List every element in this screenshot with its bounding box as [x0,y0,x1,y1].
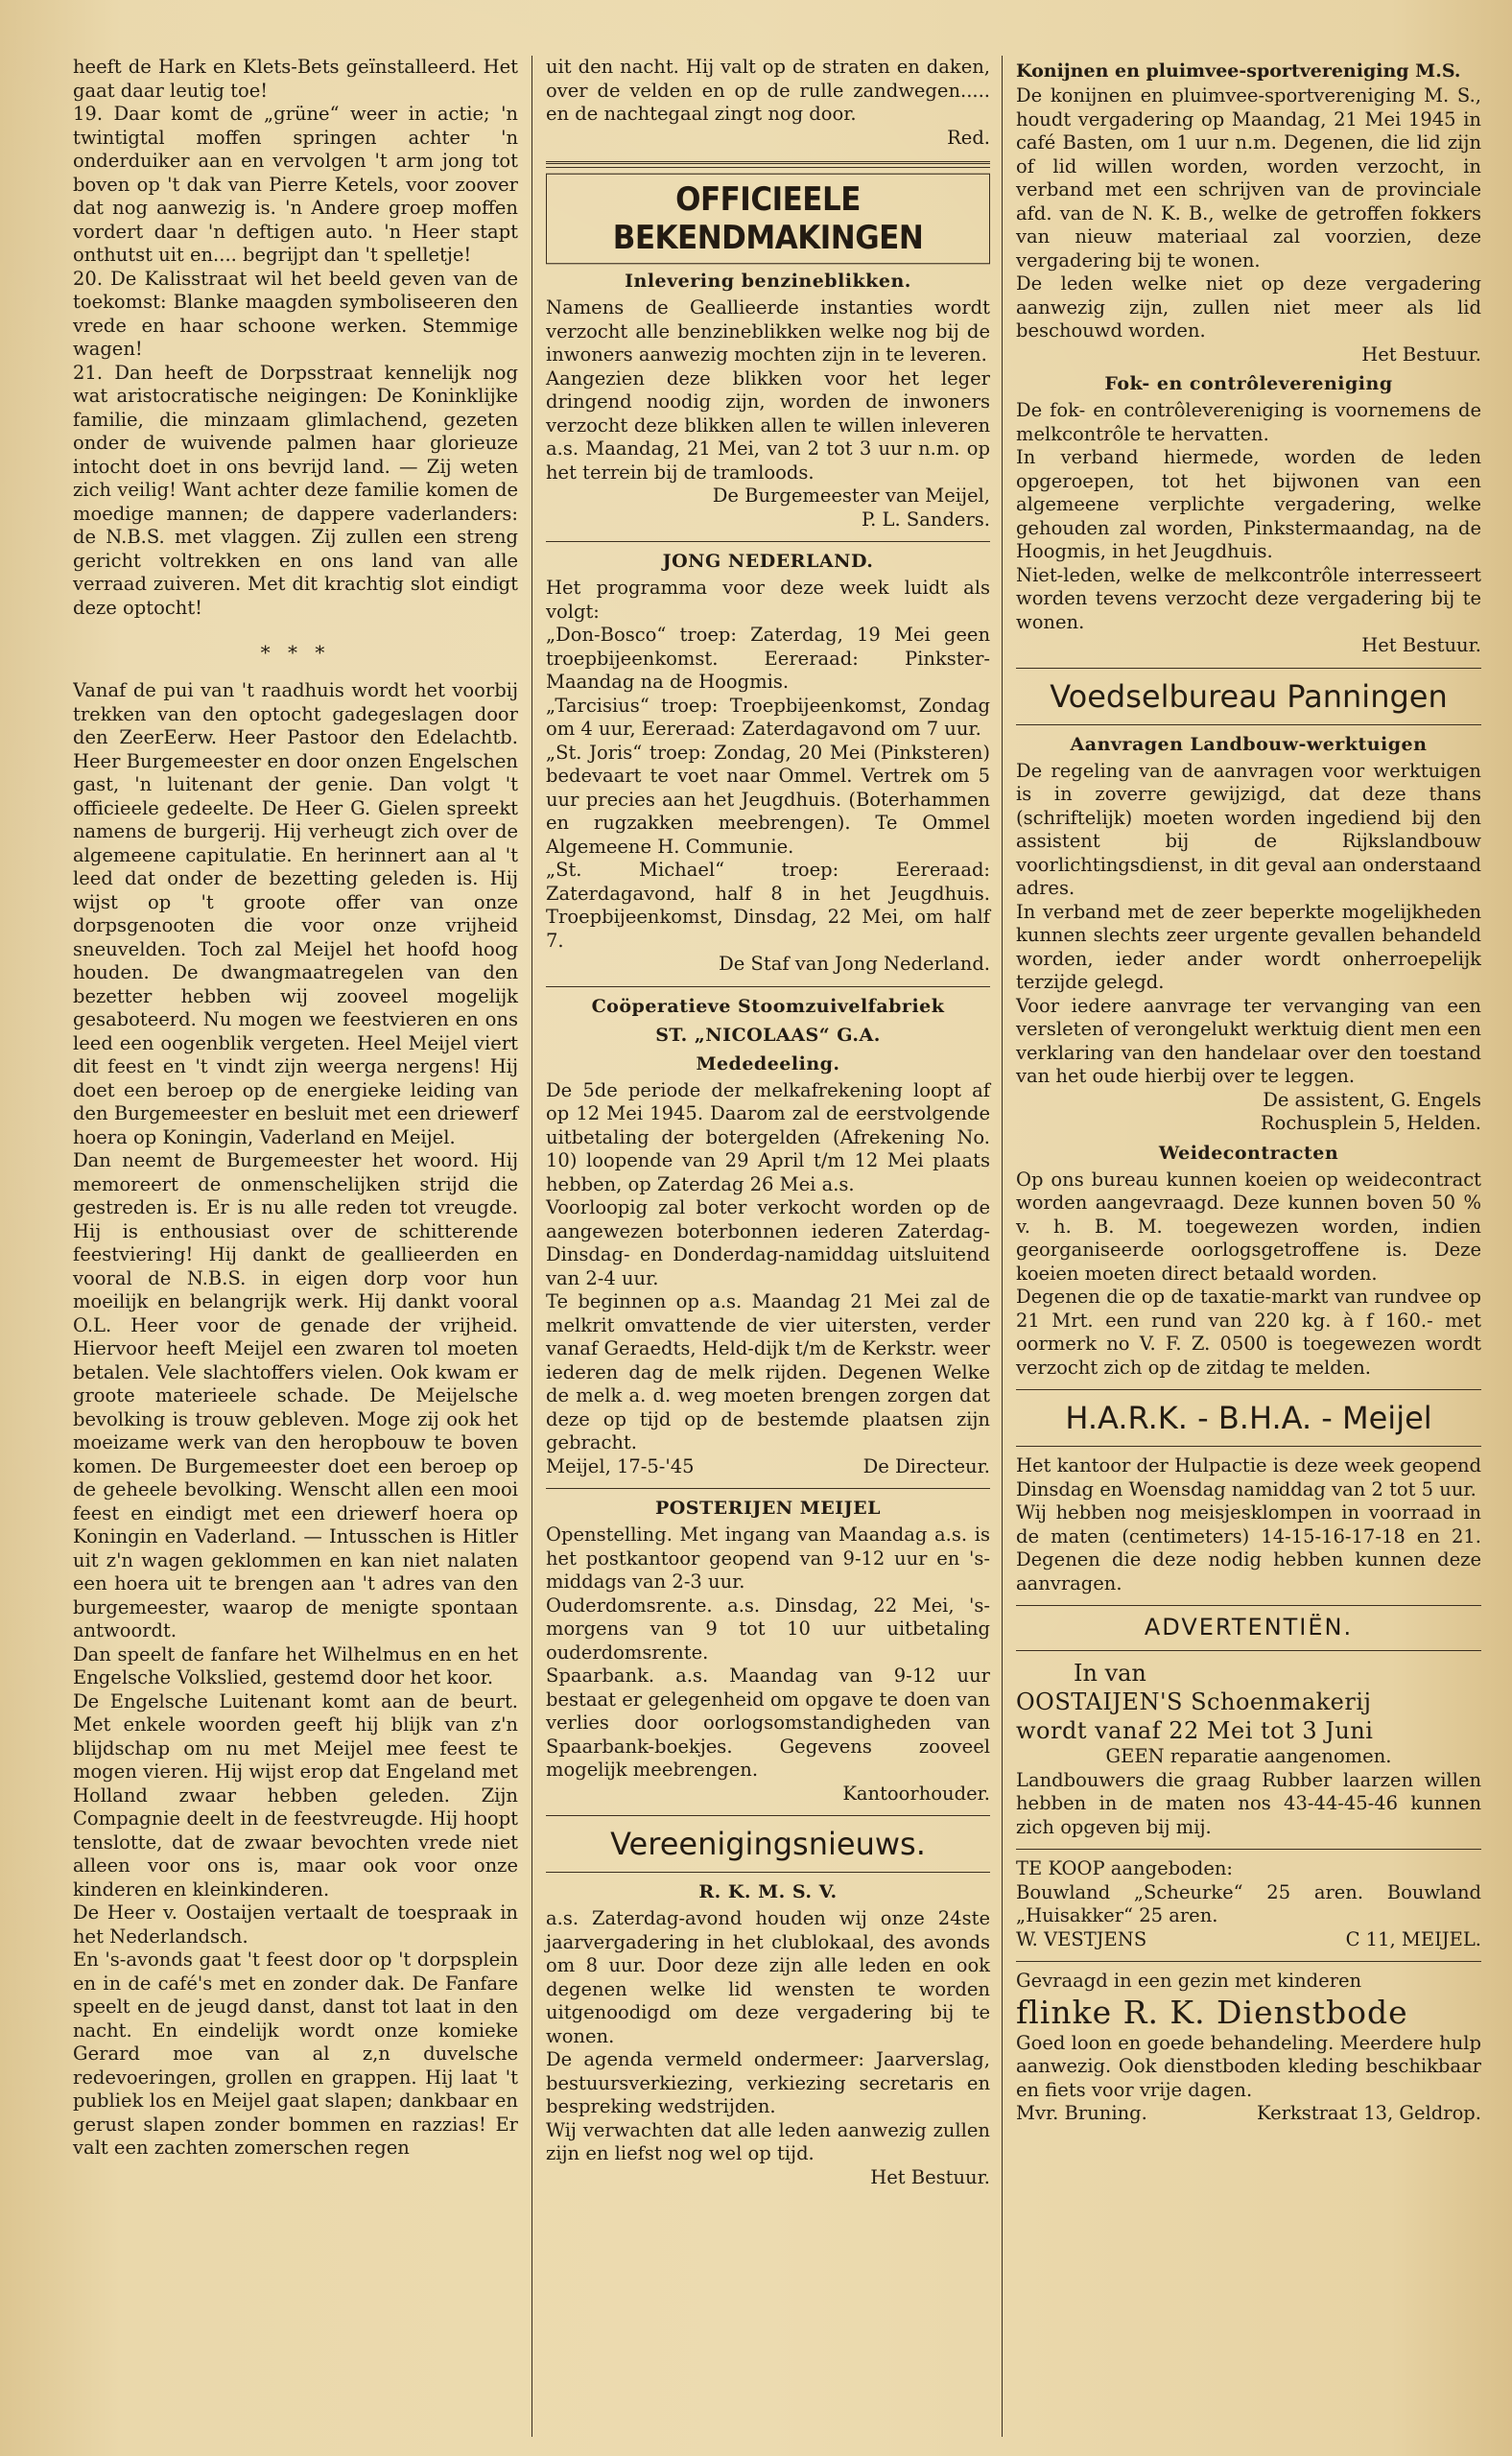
signature: De assistent, G. Engels [1263,1088,1481,1111]
article-paragraph: En 's-avonds gaat 't feest door op 't dorpsplein en in de café's met en zonder dak. De Fanfare speelt en de jeugd danst, danst tot laat in den nacht. En eindelijk wordt onze komieke Gerard moe van al z,n duvelsche redevoeringen, grollen en grappen. Hij laat 't publiek los en Meijel gaat slapen; dankbaar en gerust slapen zonder bommen en razzias! Er valt een zachten zomerschen regen [73,1948,518,2159]
signature: Het Bestuur. [870,2165,990,2188]
notice-paragraph: Voor iedere aanvrage ter vervanging van een versleten of verongelukt werktuig dient men een verklaring van den handelaar over den toestand van het oude hierbij over te leggen. [1016,994,1481,1087]
ad-line: TE KOOP aangeboden: [1016,1857,1233,1879]
notice-paragraph: Openstelling. Met ingang van Maandag a.s. is het postkantoor geopend van 9-12 uur en 's-middags van 2-3 uur. [546,1523,990,1593]
divider [546,541,990,542]
signature: Red. [947,126,990,149]
notice-paragraph: Wij verwachten dat alle leden aanwezig zullen zijn en liefst nog wel op tijd. [546,2118,990,2164]
notice-title: Aanvragen Landbouw-werktuigen [1070,733,1428,755]
notice-paragraph: „St. Michael“ troep: Eereraad: Zaterdagavond, half 8 in het Jeugdhuis. Troepbijeenkomst, Dinsdag, 22 Mei, om half 7. [546,859,990,952]
article-paragraph: heeft de Hark en Klets-Bets geïnstalleerd. Het gaat daar leutig toe! [73,56,518,102]
notice-paragraph: De leden welke niet op deze vergadering aanwezig zijn, zullen niet meer als lid beschouwd worden. [1016,272,1481,342]
article-paragraph: Dan neemt de Burgemeester het woord. Hij memoreert de onmenschelijken strijd die gestreden is. Er is nu alle reden tot vreugde. Hij is enthousiast over de schitterende feestviering! Hij dankt de geallieerden en vooral de N.B.S. in eigen dorp voor hun moeilijk en belangrijk werk. Hij dankt vooral O.L. Heer voor de genade der vrijheid. Hiervoor heeft Meijel een zwaren tol moeten betalen. Vele slachtoffers vielen. Ook kwam er groote materieele schade. De Meijelsche bevolking is trouw gebleven. Moge zij ook het moeizame werk van den heropbouw te boven komen. De Burgemeester doet een beroep op de geheele bevolking. Wenscht allen een mooi feest en eindigt met een driewerf hoera op Koningin en Vaderland. — Intusschen is Hitler uit z'n wagen geklommen en kan niet nalaten een hoera uit te brengen aan 't adres van den burgemeester, waarop de menigte spontaan antwoordt. [73,1149,518,1641]
notice-title: Coöperatieve Stoomzuivelfabriek [591,995,945,1017]
notice-paragraph: De konijnen en pluimvee-sportvereniging M. S., houdt vergadering op Maandag, 21 Mei 1945 in café Basten, om 1 uur n.m. Degenen, die lid zijn of lid willen worden, worden verzocht, in verband met een schrijven van de provinciale afd. van de N. K. B., welke de getroffen fokkers van nieuw materiaal zal voorzien, deze vergadering bij te wonen. [1016,84,1481,272]
divider [1016,724,1481,725]
ad-paragraph: Goed loon en goede behandeling. Meerdere hulp aanwezig. Ook dienstboden kleding beschikbaar en fiets voor vrije dagen. [1016,2031,1481,2101]
signature: Het Bestuur. [1361,342,1481,366]
article-paragraph: 20. De Kalisstraat wil het beeld geven van de toekomst: Blanke maagden symboliseeren den vrede en haar schoone werken. Stemmige wagen! [73,267,518,360]
ad-paragraph: Landbouwers die graag Rubber laarzen willen hebben in de maten nos 43-44-45-46 kunnen zich opgeven bij mij. [1016,1768,1481,1838]
article-paragraph: uit den nacht. Hij valt op de straten en daken, over de velden en op de rulle zandwegen..... en de nachtegaal zingt nog door. [546,56,990,125]
notice-paragraph: In verband hiermede, worden de leden opgeroepen, tot het bijwonen van een algemeene verplichte vergadering, welke gehouden zal worden, Pinkstermaandag, na de Hoogmis, in het Jeugdhuis. [1016,446,1481,562]
ad-line: GEEN reparatie aangenomen. [1105,1745,1392,1767]
notice-paragraph: Ouderdomsrente. a.s. Dinsdag, 22 Mei, 's-morgens van 9 tot 10 uur uitbetaling ouderdomsrente. [546,1594,990,1664]
signature: De Burgemeester van Meijel, [712,484,990,507]
notice-title: R. K. M. S. V. [698,1881,838,1902]
ad-contact [1016,2102,1481,2126]
notice-paragraph: Voorloopig zal boter verkocht worden op de aangewezen boterbonnen iederen Zaterdag- Dinsdag- en Donderdag-namiddag uitsluitend van 2-4 uur. [546,1196,990,1289]
section-banner-official: OFFICIEELE BEKENDMAKINGEN [546,174,990,265]
ad-headline: flinke R. K. Dienstbode [1016,1993,1408,2031]
notice-title: Fok- en contrôlevereniging [1104,373,1393,394]
divider [1016,668,1481,669]
place-and-signature [546,1455,990,1479]
notice-paragraph: „Don-Bosco“ troep: Zaterdag, 19 Mei geen troepbijeenkomst. Eereraad: Pinkster-Maandag na de Hoogmis. [546,624,990,693]
notice-title: POSTERIJEN MEIJEL [654,1498,882,1519]
notice-paragraph: De agenda vermeld ondermeer: Jaarverslag, bestuursverkiezing, verkiezing secretaris en bespreking wedstrijden. [546,2048,990,2117]
divider [1016,1650,1481,1651]
place-date: Meijel, 17-5-'45 [546,1454,695,1477]
section-separator: * * * [260,641,331,664]
signature: P. L. Sanders. [861,508,990,531]
notice-paragraph: De regeling van de aanvragen voor werktuigen is in zoverre gewijzigd, dat deze thans (schriftelijk) moeten worden ingediend bij den assistent bij de Rijkslandbouw voorlichtingsdienst, in dit geval aan onderstaand adres. [1016,759,1481,899]
divider [546,986,990,987]
notice-title: Konijnen en pluimvee-sportvereniging M.S. [1016,60,1461,82]
article-paragraph: De Engelsche Luitenant komt aan de beurt. Met enkele woorden geeft hij blijk van z'n blijdschap om nu met Meijel mee feest te mogen vieren. Hij wijst erop dat Engeland met Holland zwaar hebben geleden. Zijn Compagnie deelt in de feestvreugde. Hij hoopt tenslotte, dat de zwaar bevochten vrede niet alleen voor ons is, maar ook voor onze kinderen en kleinkinderen. [73,1689,518,1901]
notice-subtitle: Mededeeling. [696,1052,840,1074]
notice-paragraph: Op ons bureau kunnen koeien op weidecontract worden aangevraagd. Deze kunnen boven 50 % v. h. B. M. toegewezen worden, indien georganiseerde oorlogsgetroffene is. Deze koeien moeten direct betaald worden. [1016,1168,1481,1285]
divider [546,1815,990,1816]
column-1 [73,56,532,2437]
signature: Het Bestuur. [1361,634,1481,656]
divider [546,161,990,168]
notice-paragraph: Spaarbank. a.s. Maandag van 9-12 uur bestaat er gelegenheid om opgave te doen van verlies door oorlogsomstandigheden van Spaarbank-boekjes. Gegevens zooveel mogelijk meebrengen. [546,1665,990,1781]
notice-paragraph: „St. Joris“ troep: Zondag, 20 Mei (Pinksteren) bedevaart te voet naar Ommel. Vertrek om 5 uur precies aan het Jeugdhuis. (Boterhammen en rugzakken meebrengen). Te Ommel Algemeene H. Communie. [546,741,990,858]
ad-line: Gevraagd in een gezin met kinderen [1016,1970,1362,1992]
article-paragraph: 19. Daar komt de „grüne“ weer in actie; 'n twintigtal moffen springen achter 'n onderduiker aan en vervolgen 't arm jong tot boven op 't dak van Pierre Ketels, voor zoover dat nog aanwezig is. 'n Andere groep moffen vordert daar 'n deftigen auto. 'n Heer stapt onthutst uit en.... begrijpt dan 't spelletje! [73,103,518,266]
notice-paragraph: a.s. Zaterdag-avond houden wij onze 24ste jaarvergadering in het clublokaal, des avonds om 8 uur. Door deze zijn alle leden en ook degenen welke lid wensten te worden uitgenoodigd om deze vergadering bij te wonen. [546,1907,990,2047]
notice-title: Weidecontracten [1158,1142,1339,1164]
notice-paragraph: Degenen die op de taxatie-markt van rundvee op 21 Mrt. een rund van 220 kg. à f 160.- met oormerk no V. F. Z. 0500 is toegewezen wordt verzocht zich op de zitdag te melden. [1016,1286,1481,1379]
columns [73,56,1483,2437]
column-2 [532,56,1002,2437]
notice-paragraph: Aangezien deze blikken voor het leger dringend noodig zijn, worden de inwoners verzocht deze blikken allen te willen inleveren a.s. Maandag, 21 Mei, van 2 tot 3 uur n.m. op het terrein bij de tramloods. [546,366,990,484]
notice-title: Inlevering benzineblikken. [625,271,911,292]
section-banner-associations: Vereenigingsnieuws. [610,1826,926,1862]
ad-contact-address: Kerkstraat 13, Geldrop. [1257,2102,1481,2124]
notice-paragraph: Niet-leden, welke de melkcontrôle interresseert worden tevens verzocht deze vergadering bij te wonen. [1016,563,1481,633]
divider [1016,1849,1481,1850]
ad-contact-name: W. VESTJENS [1016,1927,1147,1950]
divider [1016,1446,1481,1447]
signature: Rochusplein 5, Helden. [1260,1112,1481,1134]
notice-title: JONG NEDERLAND. [662,551,874,572]
section-banner-hark: H.A.R.K. - B.H.A. - Meijel [1065,1400,1432,1436]
article-paragraph: 21. Dan heeft de Dorpsstraat kennelijk nog wat aristocratische neigingen: De Koninklijke familie, die minzaam glimlachend, gezeten onder de wuivende palmen haar glorieuze intocht doet in ons bevrijd land. — Zij weten zich veilig! Want achter deze familie komen de moedige mannen; de dappere vaderlanders: de N.B.S. met vlaggen. Zij zullen een streng gericht voltrekken en ons land van alle verraad zuiveren. Met dit krachtig slot eindigt deze optocht! [73,361,518,619]
article-paragraph: De Heer v. Oostaijen vertaalt de toespraak in het Nederlandsch. [73,1901,518,1948]
signature: Kantoorhouder. [842,1782,990,1805]
signature: De Directeur. [862,1454,990,1477]
ad-line: wordt vanaf 22 Mei tot 3 Juni [1016,1717,1374,1744]
divider [1016,1961,1481,1962]
advertisements-header: ADVERTENTIËN. [1144,1614,1354,1641]
divider [1016,1605,1481,1606]
ad-contact-name: Mvr. Bruning. [1016,2102,1147,2124]
ad-contact-address: C 11, MEIJEL. [1345,1927,1481,1950]
notice-paragraph: De fok- en contrôlevereniging is voornemens de melkcontrôle te hervatten. [1016,399,1481,445]
divider [1016,1389,1481,1390]
notice-paragraph: Te beginnen op a.s. Maandag 21 Mei zal de melkrit omvattende de vier uitersten, verder vanaf Geraedts, Held-dijk t/m de Kerkstr. weer iederen dag de melk rijden. Degenen Welke de melk a. d. weg moeten brengen zorgen dat deze op tijd op de bestemde plaatsen zijn gebracht. [546,1290,990,1453]
notice-paragraph: Het programma voor deze week luidt als volgt: [546,577,990,623]
notice-title: ST. „NICOLAAS“ G.A. [655,1024,881,1046]
notice-paragraph: In verband met de zeer beperkte mogelijkheden kunnen slechts zeer urgente gevallen behandeld worden, ieder ander wordt onherroepelijk terzijde gelegd. [1016,900,1481,993]
article-paragraph: Vanaf de pui van 't raadhuis wordt het voorbij trekken van den optocht gadegeslagen door den ZeerEerw. Heer Pastoor den Edelachtb. Heer Burgemeester en door onzen Engelschen gast, 'n luitenant der genie. Dan volgt 't officieele gedeelte. De Heer G. Gielen spreekt namens de burgerij. Hij verheugt zich over de algemeene capitulatie. En herinnert aan al 't leed dat onder de bezetting geleden is. Hij wijst op 't groote offer van onze dorpsgenooten die voor onze vrijheid sneuvelden. Toch zal Meijel het hoofd hoog houden. De dwangmaatregelen van den bezetter hebben wij zooveel mogelijk gesaboteerd. Nu mogen we feestvieren en ons leed een oogenblik vergeten. Heel Meijel viert dit feest en 't vindt zijn weerga nergens! Hij doet een beroep op de energieke leiding van den Burgemeester en besluit met een driewerf hoera op Koningin, Vaderland en Meijel. [73,679,518,1148]
section-banner-food-office: Voedselbureau Panningen [1050,677,1448,715]
ad-business-name: OOSTAIJEN'S Schoenmakerij [1016,1688,1372,1715]
notice-paragraph: Wij hebben nog meisjesklompen in voorraad in de maten (centimeters) 14-15-16-17-18 en 21. Degenen die deze nodig hebben kunnen deze aanvragen. [1016,1501,1481,1594]
ad-paragraph: Bouwland „Scheurke“ 25 aren. Bouwland „Huisakker“ 25 aren. [1016,1880,1481,1926]
ad-contact [1016,1928,1481,1952]
article-paragraph: Dan speelt de fanfare het Wilhelmus en en het Engelsche Volkslied, gestemd door het koor. [73,1642,518,1688]
column-3 [1002,56,1481,2437]
notice-paragraph: De 5de periode der melkafrekening loopt af op 12 Mei 1945. Daarom zal de eerstvolgende uitbetaling der botergelden (Afrekening No. 10) loopende van 29 April t/m 12 Mei plaats hebben, op Zaterdag 26 Mei a.s. [546,1078,990,1195]
ad-line: In van [1074,1660,1146,1687]
notice-paragraph: Namens de Geallieerde instanties wordt verzocht alle benzineblikken welke nog bij de inwoners aanwezig mochten zijn in te leveren. [546,296,990,366]
divider [546,1872,990,1873]
notice-paragraph: „Tarcisius“ troep: Troepbijeenkomst, Zondag om 4 uur, Eereraad: Zaterdagavond om 7 uur. [546,694,990,740]
notice-paragraph: Het kantoor der Hulpactie is deze week geopend Dinsdag en Woensdag namiddag van 2 tot 5 uur. [1016,1454,1481,1500]
divider [546,1488,990,1489]
signature: De Staf van Jong Nederland. [719,953,990,975]
